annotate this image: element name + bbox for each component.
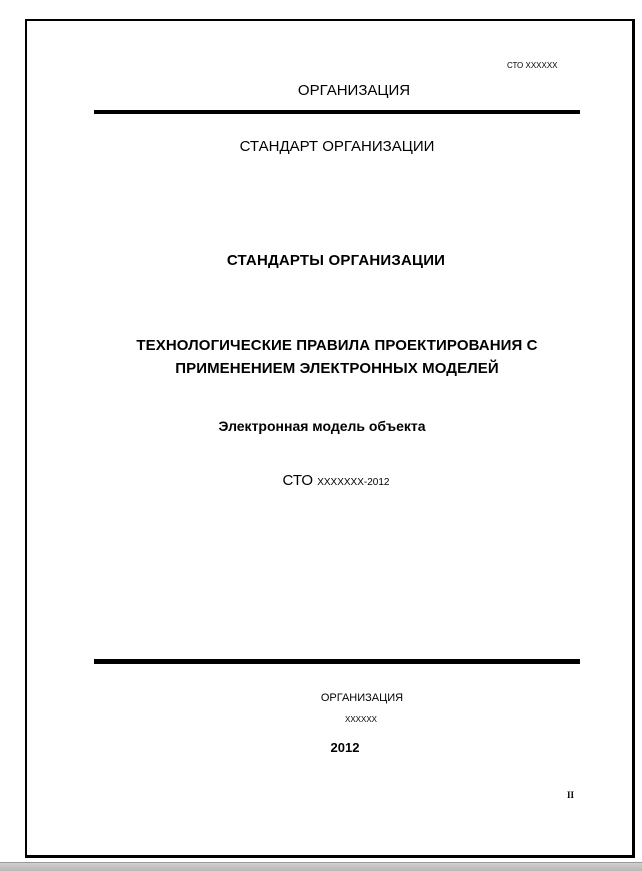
page-number: II (567, 790, 575, 800)
organization-header: ОРГАНИЗАЦИЯ (297, 82, 411, 99)
top-divider (94, 110, 580, 114)
document-page (25, 19, 635, 858)
main-title (136, 334, 537, 380)
main-title-line-1: ТЕХНОЛОГИЧЕСКИЕ ПРАВИЛА ПРОЕКТИРОВАНИЯ С (136, 337, 538, 354)
bottom-divider (94, 659, 580, 664)
document-number-prefix: СТО (282, 472, 318, 489)
document-number-suffix: XXXXXXX-2012 (317, 477, 390, 488)
organization-footer: ОРГАНИЗАЦИЯ (320, 692, 404, 704)
standard-organization-label: СТАНДАРТ ОРГАНИЗАЦИИ (239, 138, 435, 155)
footer-placeholder: XXXXXX (344, 715, 378, 724)
document-subtitle: Электронная модель объекта (218, 418, 426, 434)
window-bottom-edge (0, 862, 642, 871)
document-number (283, 472, 390, 489)
publication-year: 2012 (330, 740, 360, 755)
main-title-line-2: ПРИМЕНЕНИЕМ ЭЛЕКТРОННЫХ МОДЕЛЕЙ (175, 360, 499, 377)
standards-title: СТАНДАРТЫ ОРГАНИЗАЦИИ (226, 252, 446, 269)
doc-code-header: СТО XXXXXX (507, 61, 558, 70)
